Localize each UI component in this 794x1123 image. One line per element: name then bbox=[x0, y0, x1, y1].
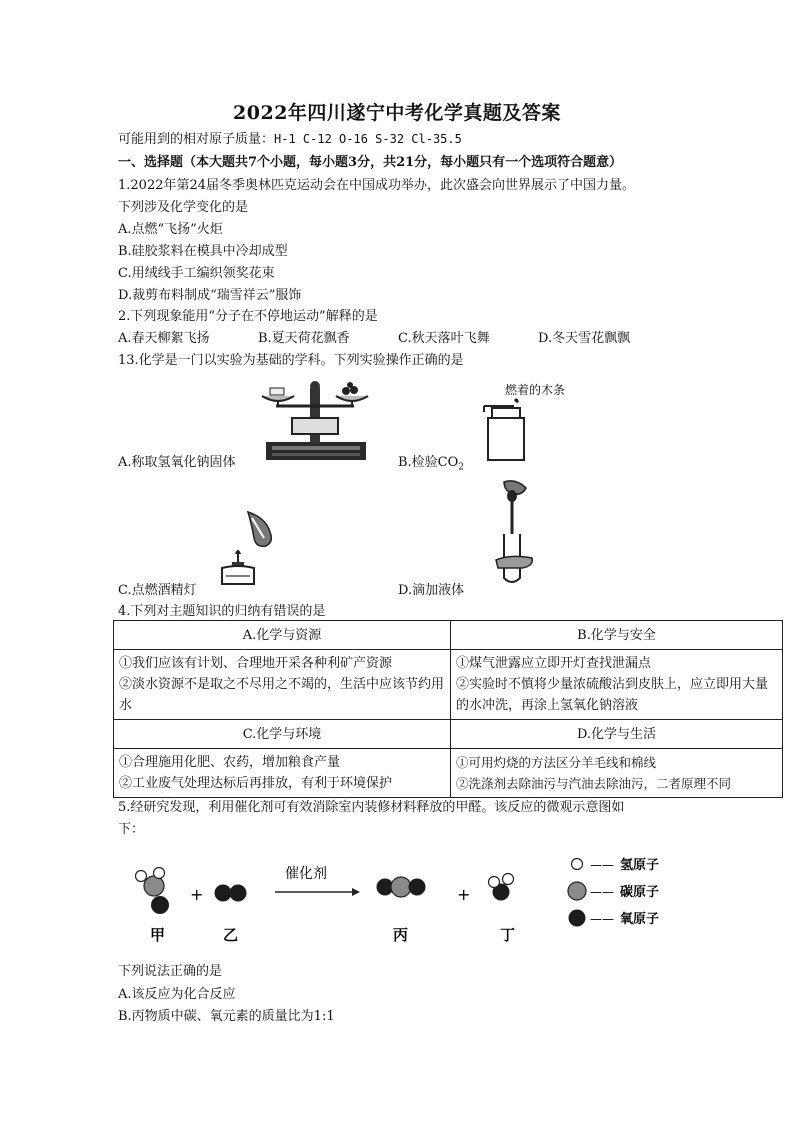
q1-option-d: D.裁剪布料制成“瑞雪祥云”服饰 bbox=[118, 288, 302, 303]
table-cell-a bbox=[114, 650, 451, 720]
legend-dash-2: —— bbox=[590, 885, 614, 899]
q1-stem-1: 1.2022年第24届冬季奥林匹克运动会在中国成功举办，此次盛会向世界展示了中国力量。 bbox=[118, 178, 636, 193]
q3-option-b-text: B.检验CO bbox=[398, 455, 459, 470]
catalyst-label: 催化剂 bbox=[285, 866, 327, 882]
burning-splint-label: 燃着的木条 bbox=[505, 383, 566, 397]
q3-option-c: C.点燃酒精灯 bbox=[118, 583, 197, 598]
legend-hydrogen-icon bbox=[572, 859, 583, 870]
q5-option-b: B.丙物质中碳、氧元素的质量比为1:1 bbox=[118, 1009, 335, 1024]
q3-option-d: D.滴加液体 bbox=[398, 583, 465, 598]
table-head-c: C.化学与环境 bbox=[114, 720, 451, 749]
legend-carbon: 碳原子 bbox=[620, 885, 660, 900]
q2-option-c: C.秋天落叶飞舞 bbox=[398, 331, 490, 346]
legend-hydrogen: 氢原子 bbox=[620, 858, 660, 873]
legend-oxygen-icon bbox=[569, 910, 586, 927]
table-head-a: A.化学与资源 bbox=[114, 621, 451, 650]
label-ding: 丁 bbox=[500, 926, 516, 944]
q2-stem: 2.下列现象能用“分子在不停地运动”解释的是 bbox=[118, 309, 378, 324]
table-head-d: D.化学与生活 bbox=[451, 720, 783, 749]
q5-option-a: A.该反应为化合反应 bbox=[118, 987, 236, 1002]
atomic-masses-line bbox=[118, 128, 462, 147]
balance-scale-figure bbox=[258, 376, 373, 466]
section-heading: 一、选择题（本大题共7个小题，每小题3分，共21分，每小题只有一个选项符合题意） bbox=[118, 155, 623, 170]
molecule-jia bbox=[136, 868, 170, 915]
table-c-item-2: ②工业废气处理达标后再排放，有利于环境保护 bbox=[119, 776, 393, 791]
q1-option-a: A.点燃“飞扬”火炬 bbox=[118, 222, 223, 237]
reaction-diagram bbox=[120, 840, 680, 952]
legend-oxygen: 氧原子 bbox=[620, 912, 660, 927]
legend-carbon-icon bbox=[568, 882, 586, 900]
q2-option-d: D.冬天雪花飘飘 bbox=[538, 331, 631, 346]
table-a-item-1: ①我们应该有计划、合理地开采各种利矿产资源 bbox=[119, 656, 393, 671]
label-jia: 甲 bbox=[150, 926, 166, 944]
table-b-item-2: ②实验时不慎将少量浓硫酸沾到皮肤上，应立即用大量的水冲洗，再涂上氢氧化钠溶液 bbox=[456, 677, 769, 713]
plus-sign-2: + bbox=[457, 885, 471, 904]
gas-bottle-figure bbox=[478, 398, 538, 466]
table-a-item-2: ②淡水资源不是取之不尽用之不竭的，生活中应该节约用水 bbox=[119, 677, 445, 713]
q3-stem: 13.化学是一门以实验为基础的学科。下列实验操作正确的是 bbox=[118, 353, 464, 368]
q2-option-a: A.春天柳絮飞扬 bbox=[118, 331, 210, 346]
table-d-item-2: ②洗涤剂去除油污与汽油去除油污，二者原理不同 bbox=[456, 776, 732, 791]
knowledge-table bbox=[113, 620, 783, 798]
reaction-arrow-head bbox=[352, 888, 360, 896]
q3-option-b bbox=[398, 451, 464, 473]
dropper-test-tube-figure bbox=[492, 478, 542, 586]
table-c-item-1: ①合理施用化肥、农药，增加粮食产量 bbox=[119, 755, 341, 770]
label-bing: 丙 bbox=[393, 926, 409, 944]
molecule-yi bbox=[215, 885, 247, 902]
legend-dash-1: —— bbox=[590, 858, 614, 872]
q1-stem-2: 下列涉及化学变化的是 bbox=[118, 200, 249, 215]
molecule-ding bbox=[489, 874, 514, 901]
q3-option-a: A.称取氢氧化钠固体 bbox=[118, 455, 236, 470]
q4-stem: 4.下列对主题知识的归纳有错误的是 bbox=[118, 604, 326, 619]
alcohol-lamp-figure bbox=[218, 508, 288, 588]
q3-option-b-subscript: 2 bbox=[458, 462, 465, 473]
label-yi: 乙 bbox=[223, 926, 239, 944]
table-b-item-1: ①煤气泄露应立即开灯查找泄漏点 bbox=[456, 656, 652, 671]
table-cell-b bbox=[451, 650, 783, 720]
q5-stem-2: 下： bbox=[118, 822, 145, 837]
q2-option-b: B.夏天荷花飘香 bbox=[258, 331, 350, 346]
q1-option-b: B.硅胶浆料在模具中冷却成型 bbox=[118, 244, 288, 259]
table-d-item-1: ①可用灼烧的方法区分羊毛线和棉线 bbox=[456, 755, 657, 770]
atom-legend bbox=[568, 857, 659, 927]
table-cell-d bbox=[451, 749, 783, 798]
q1-option-c: C.用绒线手工编织领奖花束 bbox=[118, 266, 275, 281]
q5-stem-1: 5.经研究发现，利用催化剂可有效消除室内装修材料释放的甲醛。该反应的微观示意图如 bbox=[118, 800, 625, 815]
legend-dash-3: —— bbox=[590, 912, 614, 926]
atomic-masses-label: 可能用到的相对原子质量： bbox=[118, 132, 275, 147]
table-head-b: B.化学与安全 bbox=[451, 621, 783, 650]
molecule-bing bbox=[377, 877, 426, 897]
table-cell-c bbox=[114, 749, 451, 798]
atomic-masses-values: H-1 C-12 O-16 S-32 Cl-35.5 bbox=[274, 132, 462, 146]
page-title: 2022年四川遂宁中考化学真题及答案 bbox=[233, 102, 561, 124]
q5-stem-3: 下列说法正确的是 bbox=[118, 964, 223, 979]
plus-sign-1: + bbox=[190, 885, 204, 904]
